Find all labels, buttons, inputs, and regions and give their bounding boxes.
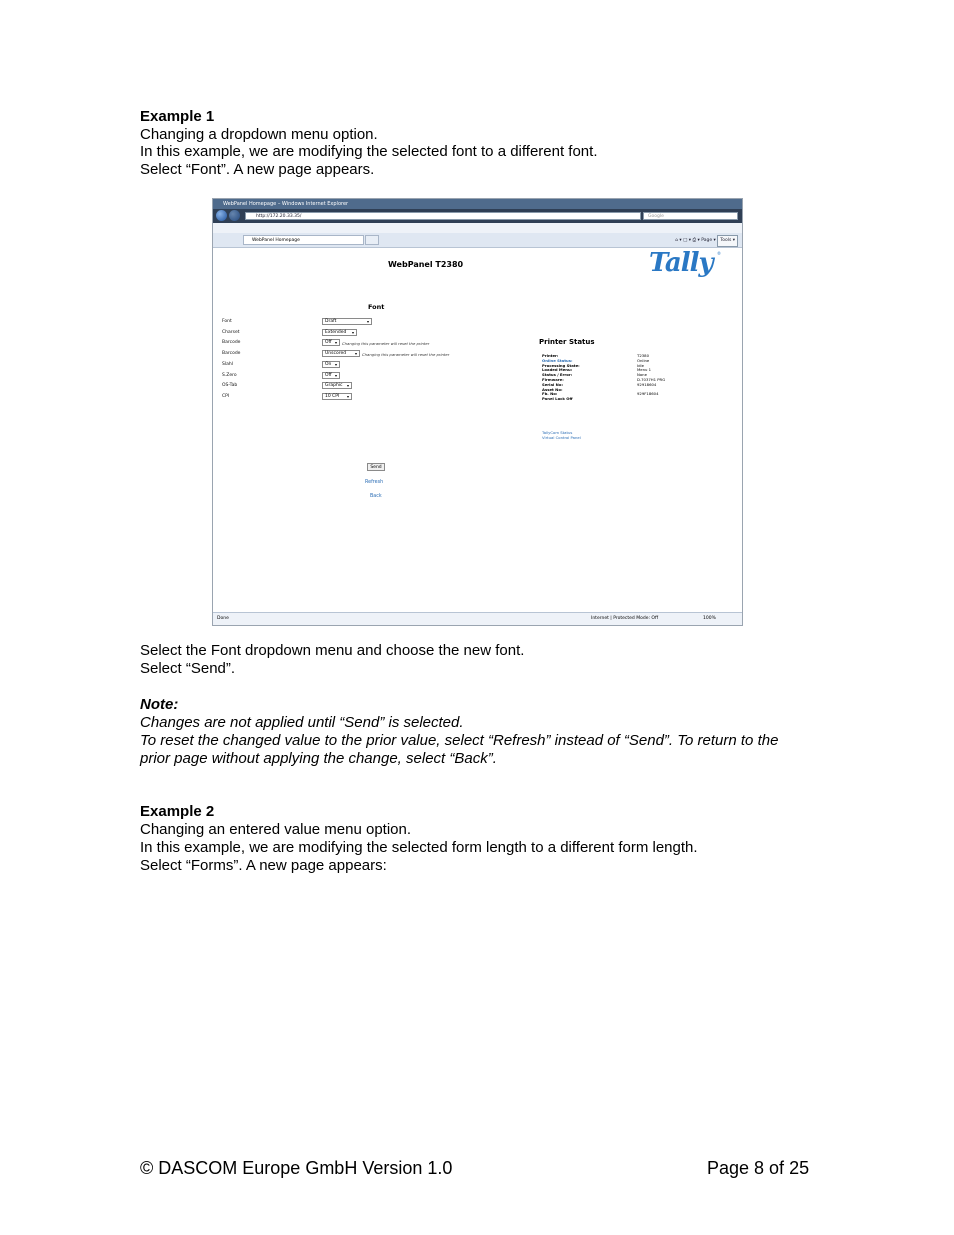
dropdown-value: Extended [325, 329, 347, 335]
status-done: Done [217, 616, 229, 621]
font-row-label: CPI [222, 393, 230, 399]
chevron-down-icon: ▾ [334, 340, 337, 346]
dropdown-value: Unscored [325, 351, 347, 357]
dropdown-value: On [325, 361, 332, 367]
dropdown-value: Off [325, 340, 332, 346]
page-title: WebPanel T2380 [388, 260, 464, 269]
back-link[interactable]: Back [370, 494, 382, 499]
status-key: Printer: [542, 353, 559, 358]
dropdown-value: Draft [325, 319, 337, 324]
toolbar-right [675, 235, 738, 247]
status-value: 929F18604 [637, 391, 659, 397]
example1-line: In this example, we are modifying the selected font to a different font. [140, 143, 598, 160]
virtual-control-panel-link[interactable]: Virtual Control Panel [542, 435, 581, 440]
status-value: Online [637, 357, 650, 363]
font-row-label: Slahl [222, 361, 233, 367]
status-key: Panel Lock Off [542, 396, 573, 402]
chevron-down-icon: ▾ [366, 319, 369, 324]
status-value: Menu 1 [637, 367, 652, 373]
note-line: To reset the changed value to the prior value, select “Refresh” instead of “Send”. To return to the [140, 732, 779, 749]
instruction-line: Select the Font dropdown menu and choose the new font. [140, 642, 525, 659]
status-key: Loaded Menu: [542, 367, 573, 373]
window-title: WebPanel Homepage – Windows Internet Explorer [213, 199, 742, 209]
font-row-dropdown[interactable] [322, 393, 352, 400]
font-row-label: Barcode [222, 351, 241, 357]
font-row-dropdown[interactable] [322, 361, 340, 368]
registered-mark: ® [717, 251, 721, 256]
instruction-line: Select “Send”. [140, 660, 236, 677]
status-value: 92918604 [637, 381, 657, 387]
status-value: None [637, 372, 647, 378]
tallycom-status-link[interactable]: TallyCom Status [542, 430, 573, 435]
example1-heading: Example 1 [140, 108, 215, 125]
browser-status-bar [213, 612, 742, 625]
font-row-label: Charset [222, 329, 240, 335]
status-row [542, 397, 637, 401]
font-row-dropdown[interactable] [322, 329, 357, 336]
font-row-dropdown[interactable] [322, 350, 360, 357]
dropdown-value: Graphic [325, 383, 343, 389]
dropdown-value: 10 CPI [325, 393, 340, 399]
font-row-label: Barcode [222, 340, 241, 346]
status-key: Serial No: [542, 381, 563, 387]
footer-page-number: Page 8 of 25 [707, 1158, 810, 1178]
tab-bar [213, 233, 742, 248]
zoom-level[interactable]: 100% [703, 616, 716, 621]
tally-logo: Tally [649, 248, 713, 278]
back-arrow-icon[interactable] [216, 210, 227, 221]
note-line: prior page without applying the change, select “Back”. [140, 750, 497, 767]
dropdown-value: Off [325, 372, 332, 378]
address-bar [213, 209, 742, 223]
tab-webpanel-homepage[interactable]: WebPanel Homepage [243, 235, 364, 245]
security-zone: Internet | Protected Mode: Off [591, 616, 659, 621]
note-heading: Note: [140, 696, 179, 713]
font-row-dropdown[interactable] [322, 382, 352, 389]
chevron-down-icon: ▾ [346, 393, 349, 399]
status-value: D.7037H1 PRG [637, 377, 666, 382]
example2-line: In this example, we are modifying the selected form length to a different form length. [140, 839, 698, 856]
toolbar-buttons[interactable]: ⌂ ▾ □ ▾ ⎙ ▾ Page ▾ [675, 238, 716, 243]
font-row-dropdown[interactable] [322, 372, 340, 379]
status-key: Firmware: [542, 377, 564, 382]
browser-screenshot [212, 198, 743, 626]
chevron-down-icon: ▾ [334, 361, 337, 367]
example1-line: Changing a dropdown menu option. [140, 126, 378, 143]
page-content [217, 248, 739, 612]
status-key: Processing State: [542, 362, 580, 368]
printer-status-title: Printer Status [539, 338, 595, 346]
status-key: Fb. No: [542, 391, 558, 397]
refresh-link[interactable]: Refresh [365, 480, 384, 485]
font-section-title: Font [368, 303, 385, 311]
tools-button[interactable]: Tools ▾ [717, 235, 738, 247]
font-row-label: Font [222, 319, 232, 324]
font-row-dropdown[interactable] [322, 318, 372, 325]
note-line: Changes are not applied until “Send” is selected. [140, 714, 464, 731]
search-input[interactable]: Google [643, 212, 738, 220]
example2-line: Changing an entered value menu option. [140, 821, 412, 838]
font-row-label: S.Zero [222, 372, 237, 378]
send-button[interactable]: Send [367, 463, 385, 471]
status-key[interactable]: Online Status: [542, 357, 573, 363]
font-row-dropdown[interactable] [322, 339, 340, 346]
example2-line: Select “Forms”. A new page appears: [140, 857, 387, 874]
url-field[interactable]: http://172.20.33.35/ [245, 212, 641, 220]
chevron-down-icon: ▾ [351, 329, 354, 335]
footer-copyright: © DASCOM Europe GmbH Version 1.0 [140, 1158, 453, 1178]
example1-line: Select “Font”. A new page appears. [140, 161, 375, 178]
status-key: Status / Error: [542, 372, 573, 378]
reset-warning-note: Changing this parameter will reset the printer [362, 351, 450, 357]
status-value: Idle [637, 362, 644, 368]
status-value: T2380 [637, 353, 649, 358]
chevron-down-icon: ▾ [346, 383, 349, 389]
status-key: Asset No: [542, 386, 563, 392]
font-row-label: OS-Tab [222, 383, 238, 389]
example2-heading: Example 2 [140, 803, 215, 820]
chevron-down-icon: ▾ [354, 351, 357, 357]
new-tab-button[interactable] [365, 235, 379, 245]
forward-arrow-icon[interactable] [229, 210, 240, 221]
chevron-down-icon: ▾ [334, 372, 337, 378]
reset-warning-note: Changing this parameter will reset the printer [342, 340, 430, 346]
